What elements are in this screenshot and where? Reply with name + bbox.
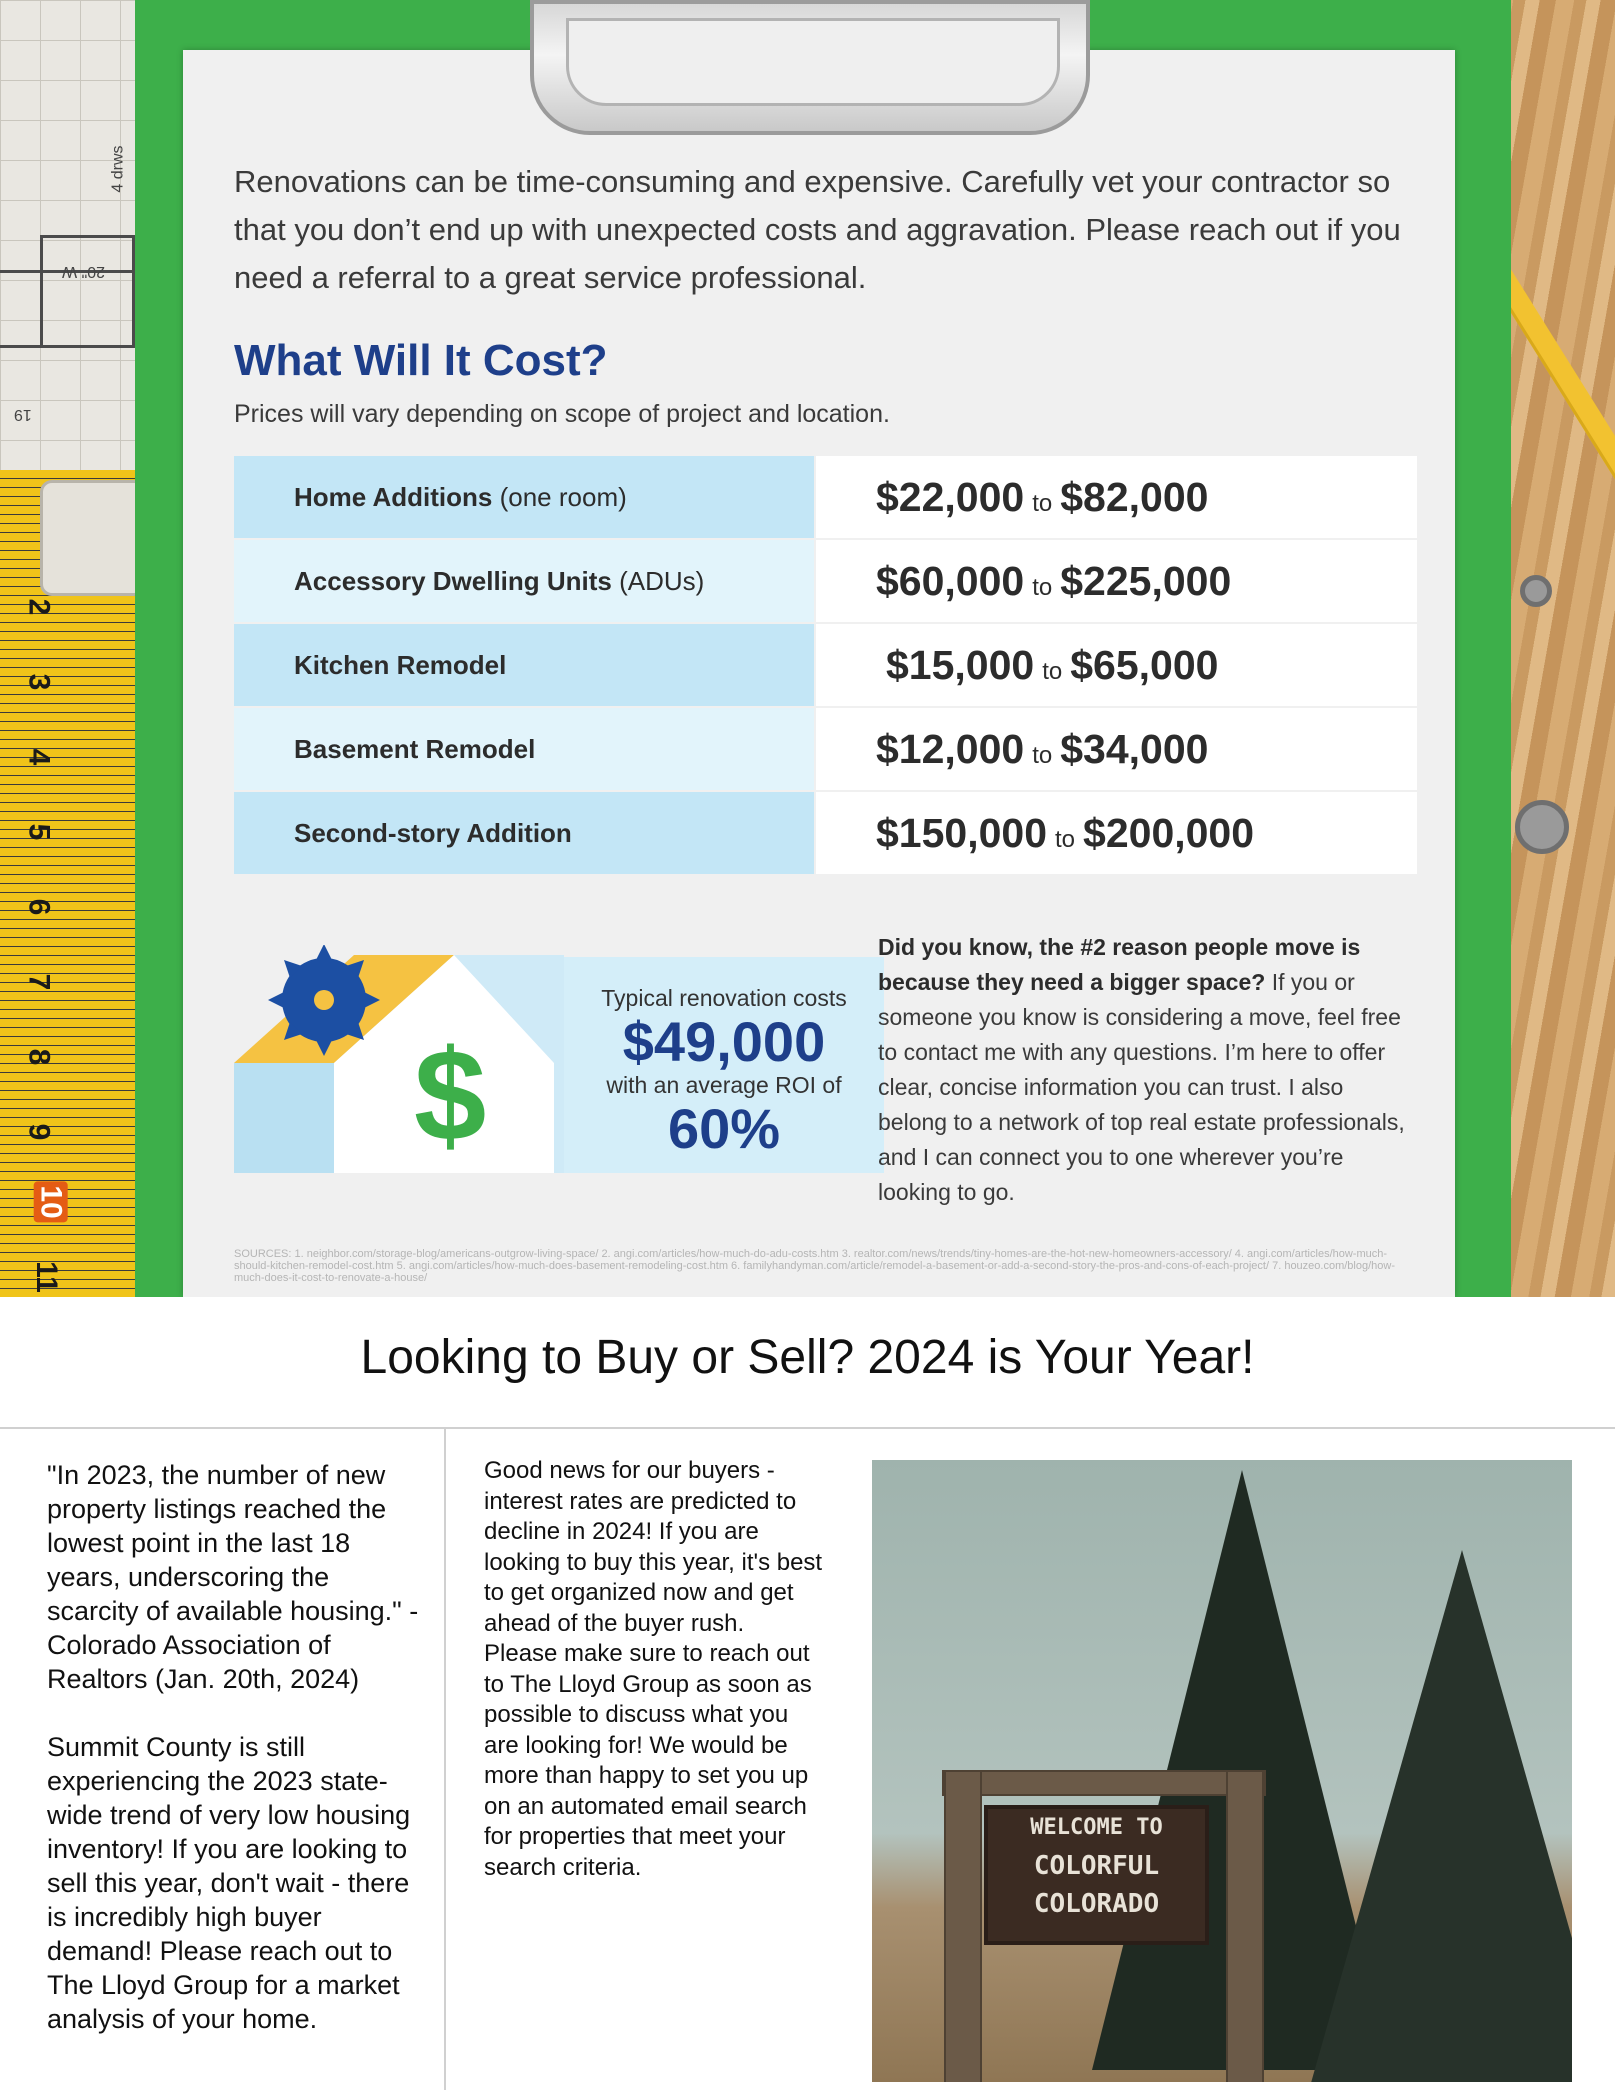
cost-row-label	[234, 792, 814, 874]
cost-row-range	[816, 456, 1417, 538]
blueprint-label: 4 drws	[109, 145, 127, 193]
divider	[0, 1427, 1615, 1429]
did-you-know-lead: Did you know, the #2 reason people move is because they need a bigger space?	[878, 934, 1361, 995]
cost-high: $225,000	[1060, 558, 1232, 604]
project-qualifier: (one room)	[492, 482, 627, 512]
saw-blade-icon	[268, 945, 380, 1056]
sign-post	[1226, 1770, 1264, 2082]
dollar-sign-icon: $	[414, 1022, 487, 1168]
project-name: Kitchen Remodel	[294, 650, 507, 680]
hex-nut-icon	[1515, 800, 1569, 854]
sign-beam	[942, 1770, 1266, 1796]
cost-high: $65,000	[1070, 642, 1219, 688]
roi-box	[564, 957, 884, 1173]
screw-icon	[1520, 575, 1552, 607]
cost-row	[234, 708, 1417, 792]
cost-table	[234, 456, 1417, 876]
house-side	[234, 1063, 334, 1173]
roi-cost: $49,000	[622, 1010, 826, 1073]
cost-row-range	[816, 540, 1417, 622]
sign-line: COLORFUL	[1033, 1851, 1160, 1881]
did-you-know-body: If you or someone you know is considering a move, feel free to contact me with any questions. I’m here to offer clear, concise information you can trust. I also belong to a network of top real estate professionals, and I can connect you to one wherever you’re looking to go.	[878, 969, 1405, 1205]
cost-high: $34,000	[1060, 726, 1209, 772]
tape-number: 3	[22, 673, 56, 691]
tape-number: 6	[22, 898, 56, 916]
range-connector: to	[1032, 742, 1053, 769]
project-qualifier: (ADUs)	[611, 566, 705, 596]
seller-paragraph: Summit County is still experiencing the 2023 state-wide trend of very low housing inventory! If you are looking to sell this year, don't wait - there is incredibly high buyer demand! Please reach out to The Lloyd Group for a market analysis of your home.	[47, 1732, 411, 2034]
project-name: Basement Remodel	[294, 734, 536, 764]
roi-label: Typical renovation costs	[601, 985, 847, 1011]
tape-number: 7	[22, 973, 56, 991]
tape-number: 4	[22, 748, 56, 766]
did-you-know-paragraph	[878, 930, 1418, 1210]
range-connector: to	[1055, 826, 1076, 853]
cost-row-range	[816, 792, 1417, 874]
roi-percent: 60%	[667, 1097, 781, 1160]
blueprint-label: 19	[14, 406, 32, 423]
range-connector: to	[1032, 490, 1053, 517]
roi-mid-text: with an average ROI of	[606, 1072, 842, 1098]
sign-line: COLORADO	[1033, 1889, 1160, 1919]
cost-low: $60,000	[876, 558, 1025, 604]
sign-line: WELCOME TO	[1030, 1815, 1163, 1840]
market-quote: "In 2023, the number of new property listings reached the lowest point in the last 18 years, underscoring the scarcity of available housing." - Colorado Association of Realtors (Jan. 20th, 2024)	[47, 1460, 419, 1694]
tape-measure-case	[40, 480, 146, 596]
cost-low: $15,000	[886, 642, 1035, 688]
column-divider	[444, 1429, 446, 2090]
tape-number: 11	[29, 1261, 63, 1293]
project-name: Home Additions	[294, 482, 493, 512]
range-connector: to	[1042, 658, 1063, 685]
sources-footnote: SOURCES: 1. neighbor.com/storage-blog/americans-outgrow-living-space/ 2. angi.com/articles/how-much-do-adu-costs.htm 3. realtor.com/news/trends/tiny-homes-are-the-hot-new-homeowners-accessory/ 4. angi.com/articles/how-much-should-kitchen-remodel-cost.htm 5. angi.com/articles/how-much-does-basement-remodeling-cost.htm 6. familyhandyman.com/article/remodel-a-basement-or-add-a-second-story-the-pros-and-cons-of-each-project/ 7. houzeo.com/blog/how-much-does-it-cost-to-renovate-a-house/	[234, 1248, 1395, 1284]
welcome-sign	[984, 1805, 1209, 1945]
tape-number: 10	[34, 1181, 68, 1222]
cost-low: $12,000	[876, 726, 1025, 772]
cost-row	[234, 624, 1417, 708]
cost-section-title: What Will It Cost?	[234, 336, 608, 385]
intro-paragraph: Renovations can be time-consuming and expensive. Carefully vet your contractor so that you don’t end up with unexpected costs and aggravation. Please reach out if you need a referral to a great service professional.	[234, 164, 1401, 295]
left-column	[47, 1458, 427, 2070]
tape-number: 5	[22, 823, 56, 841]
cost-high: $200,000	[1083, 810, 1255, 856]
clipboard-clip	[530, 0, 1090, 135]
range-connector: to	[1032, 574, 1053, 601]
cost-row-label	[234, 540, 814, 622]
tape-number: 2	[22, 598, 56, 616]
colorado-welcome-photo	[872, 1460, 1572, 2082]
cost-low: $150,000	[876, 810, 1048, 856]
cost-low: $22,000	[876, 474, 1025, 520]
page-headline: Looking to Buy or Sell? 2024 is Your Year!	[360, 1331, 1255, 1384]
cost-row-label	[234, 624, 814, 706]
pine-tree	[1292, 1550, 1572, 2082]
project-name: Accessory Dwelling Units	[294, 566, 612, 596]
house-roi-graphic	[234, 945, 874, 1173]
cost-row-label	[234, 708, 814, 790]
cost-high: $82,000	[1060, 474, 1209, 520]
wood-background-right	[1495, 0, 1615, 1297]
tape-number: 8	[22, 1048, 56, 1066]
sign-post	[944, 1770, 982, 2082]
buyer-paragraph: Good news for our buyers - interest rates are predicted to decline in 2024! If you are looking to buy this year, it's best to get organized now and get ahead of the buyer rush. Please make sure to reach out to The Lloyd Group as soon as possible to discuss what you are looking for! We would be more than happy to set you up on an automated email search for properties that meet your search criteria.	[484, 1457, 823, 1881]
cost-row	[234, 540, 1417, 624]
cost-row	[234, 792, 1417, 876]
tape-number: 9	[22, 1123, 56, 1141]
cost-row-range	[816, 624, 1417, 706]
cost-section-subtitle: Prices will vary depending on scope of project and location.	[234, 400, 890, 428]
cost-row	[234, 456, 1417, 540]
blueprint-label: 20" W	[62, 263, 106, 280]
cost-row-label	[234, 456, 814, 538]
project-name: Second-story Addition	[294, 818, 572, 848]
cost-row-range	[816, 708, 1417, 790]
